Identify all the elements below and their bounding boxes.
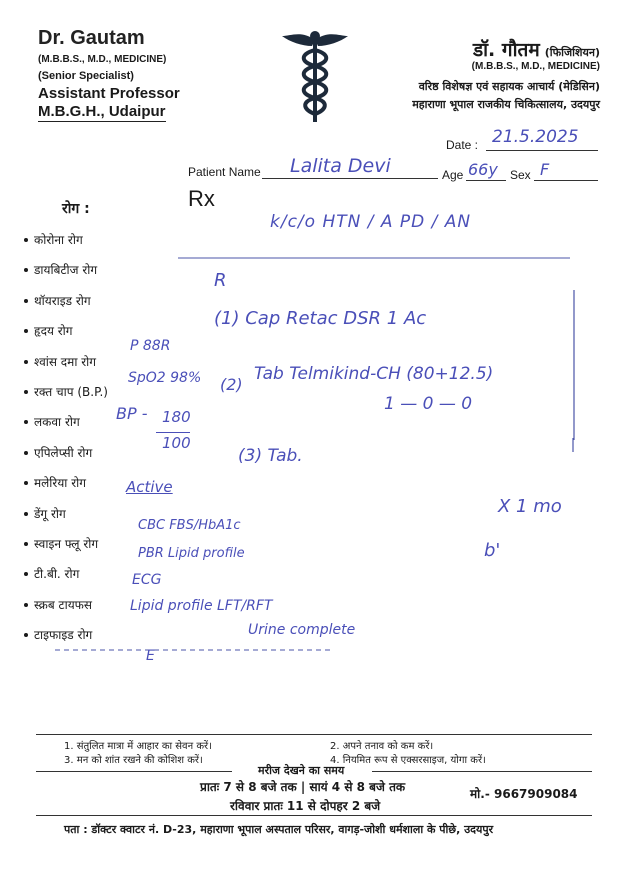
medicine-1: (1) Cap Retac DSR 1 Ac bbox=[214, 308, 427, 329]
medicine-2-dose: 1 — 0 — 0 bbox=[384, 394, 473, 414]
doctor-name-hi: डॉ. गौतम bbox=[472, 39, 540, 61]
patient-name-value: Lalita Devi bbox=[290, 155, 391, 177]
investigation-3: ECG bbox=[132, 572, 162, 588]
doctor-sign: b' bbox=[484, 540, 501, 561]
disease-item: लकवा रोग bbox=[34, 415, 80, 430]
doctor-degree-hi: (M.B.B.S., M.D., MEDICINE) bbox=[471, 61, 600, 72]
timing-sunday: रविवार प्रातः 11 से दोपहर 2 बजे bbox=[230, 799, 381, 813]
disease-item: श्वांस दमा रोग bbox=[34, 354, 97, 369]
disease-item: डायबिटीज रोग bbox=[34, 263, 98, 278]
hospital-name-en: M.B.G.H., Udaipur bbox=[38, 103, 166, 120]
diseases-heading: रोग : bbox=[62, 201, 90, 217]
vitals-bp-diastolic: 100 bbox=[162, 434, 191, 452]
vitals-bp-label: BP - bbox=[116, 404, 148, 423]
hospital-name-hi: महाराणा भूपाल राजकीय चिकित्सालय, उदयपुर bbox=[412, 98, 600, 111]
complaint-note: k/c/o HTN / A PD / AN bbox=[270, 212, 472, 232]
patient-name-label: Patient Name bbox=[188, 165, 261, 179]
medicine-2-number: (2) bbox=[220, 375, 243, 394]
disease-item: डेंगू रोग bbox=[34, 506, 66, 521]
rx-label: Rx bbox=[188, 186, 215, 211]
disease-item: कोरोना रोग bbox=[34, 233, 83, 247]
disease-item: रक्त चाप (B.P.) bbox=[34, 385, 108, 399]
disease-item: थॉयराइड रोग bbox=[34, 293, 91, 308]
vitals-note: Active bbox=[126, 478, 173, 496]
age-value: 66y bbox=[468, 160, 498, 179]
sex-value: F bbox=[540, 160, 550, 179]
doctor-degree-en: (M.B.B.S., M.D., MEDICINE) bbox=[38, 54, 167, 65]
rx-mark: R bbox=[214, 270, 227, 291]
doctor-title-hi: वरिष्ठ विशेषज्ञ एवं सहायक आचार्य (मेडिसिन) bbox=[418, 80, 600, 93]
date-value: 21.5.2025 bbox=[492, 127, 579, 147]
doctor-name-en: Dr. Gautam bbox=[38, 27, 145, 49]
disease-item: टी.बी. रोग bbox=[34, 567, 80, 582]
mobile-number: मो.- 9667909084 bbox=[470, 787, 578, 801]
date-label: Date : bbox=[446, 138, 479, 152]
disease-item: स्वाइन फ्लू रोग bbox=[34, 537, 99, 551]
vitals-pr: P 88R bbox=[130, 338, 171, 354]
investigation-4: Lipid profile LFT/RFT bbox=[130, 598, 273, 614]
doctor-specialty-hi: (फिजिशियन) bbox=[544, 46, 600, 59]
investigation-1: CBC FBS/HbA1c bbox=[138, 518, 241, 533]
medicine-3: (3) Tab. bbox=[238, 446, 303, 466]
vitals-bp-systolic: 180 bbox=[162, 408, 191, 426]
investigation-2: PBR Lipid profile bbox=[138, 546, 245, 561]
corner-mark: E bbox=[146, 648, 155, 664]
tip-4: 4. नियमित रूप से एक्सरसाइज, योगा करें। bbox=[330, 755, 486, 766]
doctor-title-en: Assistant Professor bbox=[38, 85, 180, 102]
disease-item: स्क्रब टायफस bbox=[34, 597, 93, 612]
investigation-5: Urine complete bbox=[248, 622, 356, 638]
doctor-role-en: (Senior Specialist) bbox=[38, 70, 134, 82]
tip-3: 3. मन को शांत रखने की कोशिश करें। bbox=[64, 755, 203, 766]
disease-item: एपिलेप्सी रोग bbox=[34, 445, 93, 460]
disease-item: टाइफाइड रोग bbox=[34, 628, 93, 643]
sex-label: Sex bbox=[510, 168, 531, 182]
age-label: Age bbox=[442, 168, 464, 182]
timing-title: मरीज देखने का समय bbox=[258, 764, 345, 777]
medicine-2: Tab Telmikind-CH (80+12.5) bbox=[254, 364, 494, 384]
timing-weekdays: प्रातः 7 से 8 बजे तक | सायं 4 से 8 बजे तक bbox=[200, 780, 406, 794]
disease-item: हृदय रोग bbox=[34, 324, 73, 339]
tip-2: 2. अपने तनाव को कम करें। bbox=[330, 741, 434, 752]
tip-1: 1. संतुलित मात्रा में आहार का सेवन करें। bbox=[64, 741, 212, 752]
vitals-spo2: SpO2 98% bbox=[128, 370, 202, 386]
followup-note: X 1 mo bbox=[498, 496, 562, 517]
disease-item: मलेरिया रोग bbox=[34, 476, 86, 491]
address: पता : डॉक्टर क्वाटर नं. D-23, महाराणा भूपाल अस्पताल परिसर, वागड़-जोशी धर्मशाला के पीछे, उदयपुर bbox=[64, 823, 494, 836]
